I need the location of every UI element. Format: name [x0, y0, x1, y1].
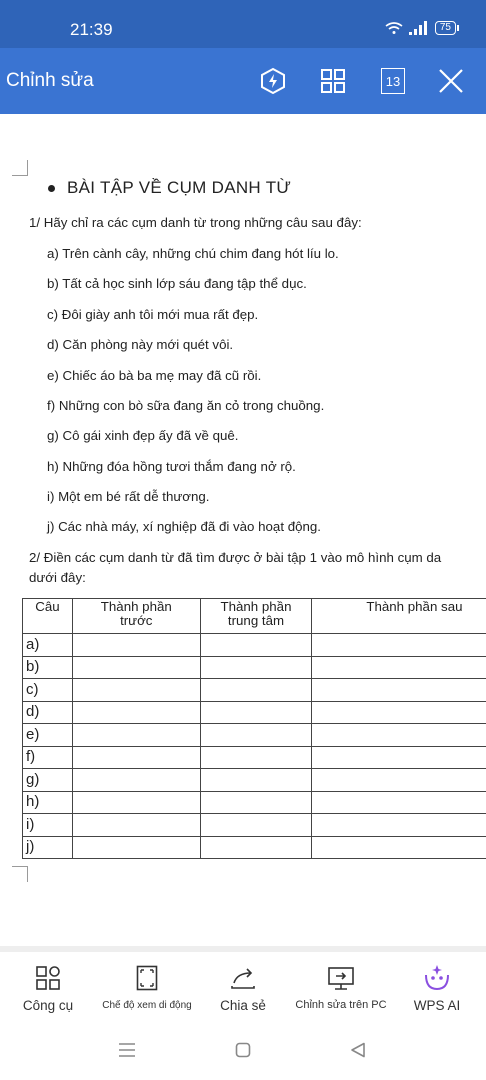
question-2-continued: dưới đây:	[29, 570, 86, 585]
table-row	[23, 701, 486, 724]
menu-icon[interactable]	[118, 1042, 136, 1058]
mobile-view-icon	[136, 965, 158, 991]
tools-icon	[35, 965, 61, 991]
list-item: a) Trên cành cây, những chú chim đang hót líu lo.	[47, 246, 339, 261]
close-icon	[438, 68, 464, 94]
system-navigation-bar	[0, 1022, 486, 1080]
row-label: e)	[23, 724, 73, 747]
wps-ai-label: WPS AI	[413, 998, 461, 1013]
share-label: Chia sẻ	[220, 998, 266, 1013]
row-label: c)	[23, 679, 73, 702]
row-label: a)	[23, 634, 73, 657]
list-item: j) Các nhà máy, xí nghiệp đã đi vào hoạt động.	[47, 519, 321, 534]
row-label: f)	[23, 746, 73, 769]
list-item: h) Những đóa hồng tươi thắm đang nở rộ.	[47, 459, 296, 474]
page-corner-marker	[12, 866, 28, 882]
list-item: g) Cô gái xinh đẹp ấy đã về quê.	[47, 428, 239, 443]
table-header-cell: Câu	[23, 599, 73, 634]
table-row	[23, 769, 486, 792]
table-header-cell: Thành phần trước	[72, 599, 200, 634]
table-row	[23, 634, 486, 657]
page-count-badge: 13	[381, 68, 405, 94]
question-2: 2/ Điền các cụm danh từ đã tìm được ở bài tập 1 vào mô hình cụm da	[29, 550, 442, 565]
share-icon	[229, 966, 257, 990]
wifi-icon	[385, 22, 403, 34]
heading-text: BÀI TẬP VỀ CỤM DANH TỪ	[67, 178, 292, 197]
mobile-view-label: Chế độ xem di động	[102, 1000, 192, 1011]
mobile-view-button[interactable]	[98, 962, 196, 1011]
answer-table	[22, 598, 486, 859]
bullet-icon	[48, 185, 55, 192]
edit-on-pc-label: Chỉnh sửa trên PC	[295, 999, 387, 1011]
table-row	[23, 814, 486, 837]
table-row	[23, 724, 486, 747]
list-item: f) Những con bò sữa đang ăn cỏ trong chuồng.	[47, 398, 325, 413]
lightning-hexagon-icon	[259, 67, 287, 95]
table-row	[23, 791, 486, 814]
list-item: i) Một em bé rất dễ thương.	[47, 489, 210, 504]
wps-ai-icon	[422, 963, 452, 993]
row-label: d)	[23, 701, 73, 724]
table-row	[23, 656, 486, 679]
edit-on-pc-button[interactable]	[290, 962, 392, 1011]
table-header-cell: Thành phần trung tâm	[200, 599, 312, 634]
list-item: b) Tất cả học sinh lớp sáu đang tập thể dục.	[47, 276, 307, 291]
quick-action-button[interactable]	[258, 66, 288, 96]
document-page[interactable]	[0, 114, 486, 946]
page-corner-marker	[12, 160, 28, 176]
home-icon[interactable]	[235, 1042, 251, 1058]
row-label: h)	[23, 791, 73, 814]
grid-view-button[interactable]	[318, 66, 348, 96]
list-item: d) Căn phòng này mới quét vôi.	[47, 337, 234, 352]
status-icons	[385, 21, 456, 35]
question-1: 1/ Hãy chỉ ra các cụm danh từ trong những câu sau đây:	[29, 215, 362, 230]
battery-icon: 75	[435, 21, 456, 35]
page-count-button[interactable]	[378, 66, 408, 96]
monitor-icon	[327, 965, 355, 991]
status-bar	[0, 0, 486, 48]
table-row	[23, 679, 486, 702]
table-header-cell: Thành phần sau	[312, 599, 486, 634]
tools-label: Công cụ	[22, 998, 74, 1013]
close-button[interactable]	[436, 66, 466, 96]
signal-icon	[409, 21, 429, 35]
row-label: g)	[23, 769, 73, 792]
list-item: e) Chiếc áo bà ba mẹ may đã cũ rồi.	[47, 368, 262, 383]
list-item: c) Đôi giày anh tôi mới mua rất đẹp.	[47, 307, 259, 322]
share-button[interactable]	[212, 962, 274, 1013]
bottom-toolbar	[0, 952, 486, 1022]
grid-icon	[320, 68, 346, 94]
table-row	[23, 836, 486, 859]
table-header-row	[23, 599, 486, 634]
row-label: i)	[23, 814, 73, 837]
tools-button[interactable]	[18, 962, 78, 1013]
table-row	[23, 746, 486, 769]
page-title: Chỉnh sửa	[6, 70, 94, 91]
wps-ai-button[interactable]	[404, 962, 470, 1013]
document-heading	[48, 178, 291, 198]
row-label: b)	[23, 656, 73, 679]
back-icon[interactable]	[350, 1042, 366, 1058]
clock: 21:39	[70, 20, 113, 39]
row-label: j)	[23, 836, 73, 859]
app-bar	[0, 48, 486, 114]
